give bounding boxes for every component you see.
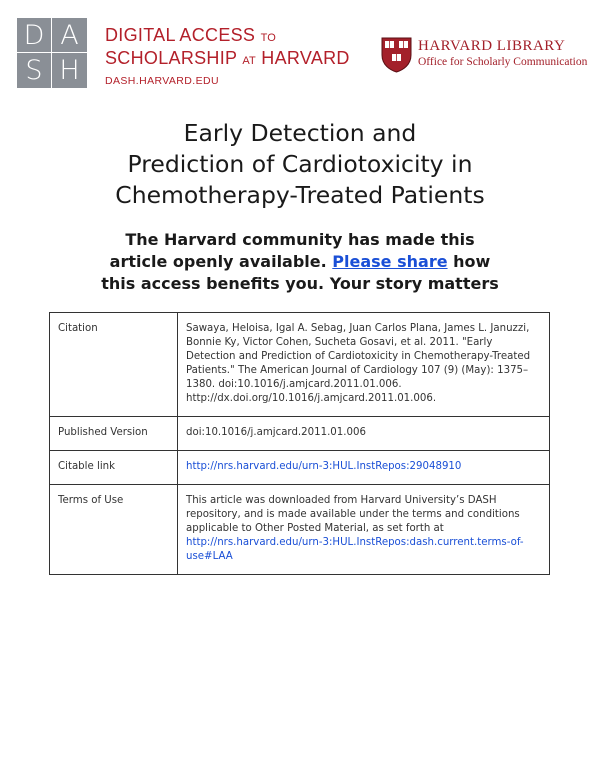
- share-line1: The Harvard community has made this: [125, 230, 475, 249]
- table-row: [50, 485, 550, 575]
- dash-logo-letter: S: [17, 53, 52, 88]
- library-office: Office for Scholarly Communication: [418, 56, 588, 68]
- dash-line2: SCHOLARSHIP: [105, 48, 238, 68]
- dash-line1-small: TO: [260, 32, 277, 44]
- terms-of-use-label: Terms of Use: [50, 485, 178, 575]
- published-version-value: doi:10.1016/j.amjcard.2011.01.006: [178, 417, 550, 451]
- terms-of-use-value: [178, 485, 550, 575]
- dash-url[interactable]: DASH.HARVARD.EDU: [105, 75, 219, 87]
- dash-wordmark: [105, 25, 350, 87]
- table-row: [50, 451, 550, 485]
- title-line: Early Detection and: [183, 119, 417, 147]
- please-share-link[interactable]: Please share: [332, 252, 448, 271]
- citation-label: Citation: [50, 313, 178, 417]
- dash-logo: [17, 18, 87, 88]
- terms-link[interactable]: http://nrs.harvard.edu/urn-3:HUL.InstRepos:dash.current.terms-of-use#LAA: [186, 537, 524, 562]
- share-line2-before: article openly available.: [109, 252, 327, 271]
- article-title: [0, 118, 600, 211]
- terms-text: This article was downloaded from Harvard University’s DASH repository, and is made available under the terms and conditions applicable to Other Posted Material, as set forth at: [186, 495, 520, 534]
- table-row: [50, 417, 550, 451]
- harvard-shield-icon: [381, 37, 412, 73]
- share-line2-after: how: [453, 252, 491, 271]
- published-version-label: Published Version: [50, 417, 178, 451]
- metadata-table: [49, 312, 550, 575]
- dash-logo-letter: H: [59, 55, 80, 86]
- title-line: Chemotherapy-Treated Patients: [115, 181, 485, 209]
- dash-line1: DIGITAL ACCESS: [105, 25, 256, 45]
- share-statement: [0, 229, 600, 295]
- harvard-library-wordmark: [418, 38, 587, 69]
- table-row: [50, 313, 550, 417]
- dash-line2-harvard: HARVARD: [261, 48, 350, 68]
- citable-link[interactable]: http://nrs.harvard.edu/urn-3:HUL.InstRepos:29048910: [186, 461, 462, 472]
- dash-line2-small: AT: [242, 55, 256, 67]
- citable-link-label: Citable link: [50, 451, 178, 485]
- title-line: Prediction of Cardiotoxicity in: [127, 150, 473, 178]
- dash-logo-letter: D: [17, 18, 52, 53]
- library-name: HARVARD LIBRARY: [418, 38, 566, 54]
- citation-value: Sawaya, Heloisa, Igal A. Sebag, Juan Carlos Plana, James L. Januzzi, Bonnie Ky, Victor Cohen, Sucheta Gosavi, et al. 2011. "Early Detection and Prediction of Cardiotoxicity in Chemotherapy-Treated Patients." The American Journal of Cardiology 107 (9) (May): 1375–1380. doi:10.1016/j.amjcard.2011.01.006. http://dx.doi.org/10.1016/j.amjcard.2011.01.006.: [178, 313, 550, 417]
- share-line3: this access benefits you. Your story matters: [101, 274, 499, 293]
- dash-logo-letter: A: [52, 18, 87, 53]
